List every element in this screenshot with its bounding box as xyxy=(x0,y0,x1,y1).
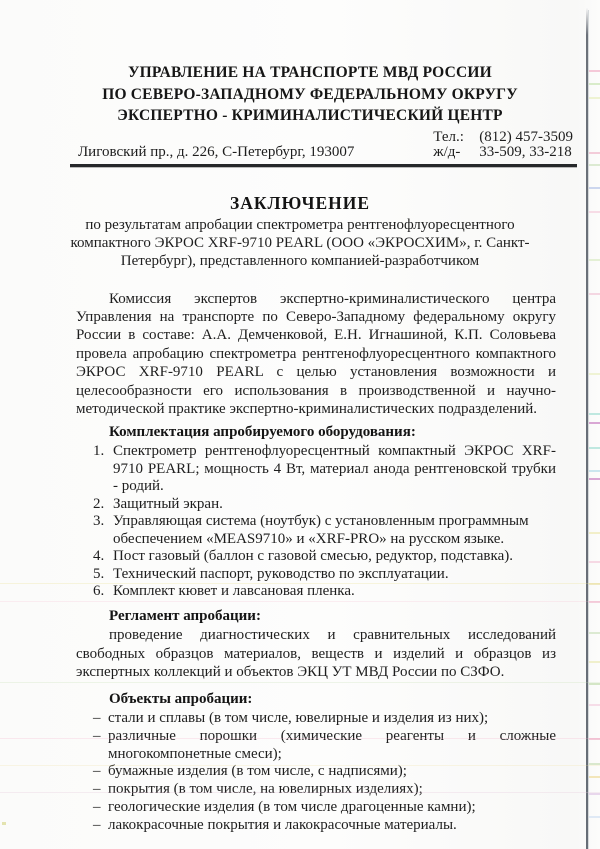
list-item xyxy=(76,728,556,764)
document-title: ЗАКЛЮЧЕНИЕ xyxy=(229,192,371,213)
list-item xyxy=(76,781,556,799)
subtitle-line-2: компактного ЭКРОС XRF-9710 PEARL (ООО «ЭКРОСХИМ», г. Санкт- xyxy=(70,234,530,251)
list-item xyxy=(76,513,556,548)
railway-phone-number: 33-509, 33-218 xyxy=(479,144,572,160)
subtitle-line-3: Петербург), представленного компанией-разработчиком xyxy=(120,252,480,269)
org-name-line-3: ЭКСПЕРТНО - КРИМИНАЛИСТИЧЕСКИЙ ЦЕНТР xyxy=(117,107,503,124)
org-name-line-2: ПО СЕВЕРО-ЗАПАДНОМУ ФЕДЕРАЛЬНОМУ ОКРУГУ xyxy=(102,85,518,103)
objects-section-heading: Объекты апробации: xyxy=(109,690,253,707)
phone-row xyxy=(433,130,573,146)
list-item-number: 3. xyxy=(93,513,105,530)
list-item-text: лакокрасочные покрытия и лакокрасочные материалы. xyxy=(108,816,457,833)
subtitle-line-1: по результатам апробации спектрометра рентгенофлуоресцентного xyxy=(85,216,515,233)
list-item-number: 5. xyxy=(93,565,105,582)
equipment-list xyxy=(76,443,556,601)
list-item xyxy=(76,799,556,817)
list-item xyxy=(76,710,556,728)
list-item-text: Комплект кювет и лавсановая пленка. xyxy=(113,583,355,600)
scan-speck xyxy=(2,822,6,825)
list-item-text: геологические изделия (в том числе драгоценные камни); xyxy=(108,798,476,815)
list-item xyxy=(76,443,556,496)
list-item-text: бумажные изделия (в том числе, с надписями); xyxy=(108,763,407,780)
dash-marker: – xyxy=(93,763,101,780)
list-item xyxy=(76,496,556,514)
list-item-number: 4. xyxy=(93,548,105,565)
phone-number: (812) 457-3509 xyxy=(479,128,573,145)
equipment-section-heading: Комплектация апробируемого оборудования: xyxy=(109,424,416,441)
phone-block xyxy=(433,130,573,161)
dash-marker: – xyxy=(93,816,101,833)
list-item xyxy=(76,583,556,601)
list-item xyxy=(76,763,556,781)
list-item xyxy=(76,817,556,835)
list-item-number: 1. xyxy=(93,443,105,460)
contact-block xyxy=(78,130,573,161)
letterhead-divider xyxy=(70,164,577,167)
list-item-text: Пост газовый (баллон с газовой смесью, редуктор, подставка). xyxy=(113,548,513,565)
list-item-text: Технический паспорт, руководство по эксплуатации. xyxy=(113,565,449,582)
list-item-text: Управляющая система (ноутбук) с установленным программным обеспечением «MEAS9710» и «XRF-PRO» на русском языке. xyxy=(113,513,529,547)
railway-phone-label: ж/д- xyxy=(433,144,461,160)
document-subtitle xyxy=(0,216,600,270)
document-body xyxy=(76,290,556,835)
regulation-section-heading: Регламент апробации: xyxy=(109,607,261,624)
intro-paragraph: Комиссия экспертов экспертно-криминалистического центра Управления на транспорте по Северо-Западному федеральному округу России в составе: А.А. Демченковой, Е.Н. Игнашиной, К.П. Соловьева провела апробацию спектрометра рентгенофлуоресцентного компактного ЭКРОС XRF-9710 PEARL с целью установления возможности и целесообразности его использования в производственной и научно-методической практике экспертно-криминалистических подразделений. xyxy=(76,290,556,417)
dash-marker: – xyxy=(93,709,101,726)
org-name-line-1: УПРАВЛЕНИЕ НА ТРАНСПОРТЕ МВД РОССИИ xyxy=(128,64,492,81)
list-item-text: Защитный экран. xyxy=(113,495,223,512)
list-item xyxy=(76,548,556,566)
list-item-number: 2. xyxy=(93,495,105,512)
dash-marker: – xyxy=(93,798,101,815)
list-item xyxy=(76,566,556,584)
scan-page-edge-shadow xyxy=(588,10,589,849)
list-item-text: различные порошки (химические реагенты и сложные многокомпонетные смеси); xyxy=(108,727,556,762)
list-item-number: 6. xyxy=(93,583,105,600)
objects-list xyxy=(76,710,556,835)
list-item-text: Спектрометр рентгенофлуоресцентный компактный ЭКРОС XRF-9710 PEARL; мощность 4 Вт, материал анода рентгеновской трубки - родий. xyxy=(113,443,556,495)
letterhead xyxy=(50,0,570,127)
railway-phone-row xyxy=(433,145,573,161)
postal-address: Лиговский пр., д. 226, С-Петербург, 193007 xyxy=(78,144,355,160)
phone-label: Тел.: xyxy=(433,128,464,145)
regulation-paragraph: проведение диагностических и сравнительных исследований свободных образцов материалов, веществ и изделий и образцов из экспертных коллекций и объектов ЭКЦ УТ МВД России по СЗФО. xyxy=(76,626,556,681)
dash-marker: – xyxy=(93,781,101,798)
list-item-text: покрытия (в том числе, на ювелирных изделиях); xyxy=(108,781,423,798)
list-item-text: стали и сплавы (в том числе, ювелирные и изделия из них); xyxy=(108,709,489,726)
dash-marker: – xyxy=(93,727,101,744)
